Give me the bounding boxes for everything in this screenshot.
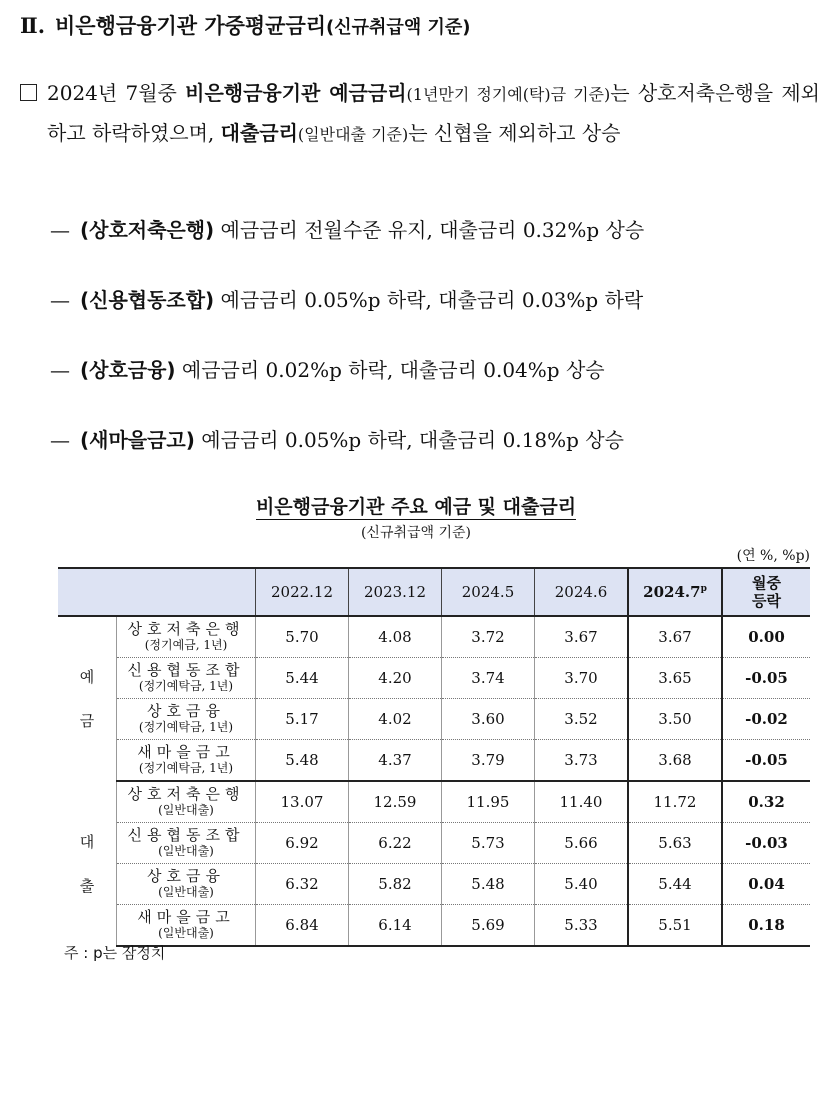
table-cell: 5.73 <box>442 823 535 864</box>
lead-bold-2: 대출금리 <box>220 121 298 145</box>
table-cell: 5.66 <box>535 823 629 864</box>
row-label: 신용협동조합 (일반대출) <box>117 823 256 864</box>
table-row <box>58 658 810 699</box>
table-cell: 3.67 <box>535 616 629 658</box>
table-row <box>58 699 810 740</box>
table-row <box>58 864 810 905</box>
change-cell: 0.18 <box>722 905 810 947</box>
table-cell: 5.70 <box>256 616 349 658</box>
table-cell: 11.72 <box>628 781 722 823</box>
table-cell: 3.52 <box>535 699 629 740</box>
bullet-name: (새마을금고) <box>80 428 195 452</box>
header-col: 2024.5 <box>442 568 535 616</box>
table-cell: 12.59 <box>349 781 442 823</box>
table-cell: 13.07 <box>256 781 349 823</box>
change-cell: -0.05 <box>722 740 810 782</box>
rates-table <box>58 567 810 947</box>
table-cell: 4.20 <box>349 658 442 699</box>
section-title <box>20 10 470 40</box>
header-col: 2022.12 <box>256 568 349 616</box>
checkbox-square-icon <box>20 84 37 101</box>
table-row <box>58 823 810 864</box>
dash-icon: — <box>50 428 70 452</box>
lead-bold-1: 비은행금융기관 예금금리 <box>185 81 407 105</box>
section-number: Ⅱ. <box>20 13 46 38</box>
group-label: 예 금 <box>58 616 117 781</box>
table-cell: 3.79 <box>442 740 535 782</box>
row-label: 상호금융 (일반대출) <box>117 864 256 905</box>
table-cell: 5.44 <box>256 658 349 699</box>
bullet-savings-bank <box>50 214 644 243</box>
bullet-name: (신용협동조합) <box>80 288 215 312</box>
bullet-text: 예금금리 0.02%p 하락, 대출금리 0.04%p 상승 <box>175 358 605 382</box>
table-cell: 3.73 <box>535 740 629 782</box>
table-cell: 3.50 <box>628 699 722 740</box>
row-label: 상호저축은행 (일반대출) <box>117 781 256 823</box>
change-cell: -0.03 <box>722 823 810 864</box>
change-cell: -0.02 <box>722 699 810 740</box>
row-label: 새마을금고 (일반대출) <box>117 905 256 947</box>
change-cell: 0.32 <box>722 781 810 823</box>
table-row <box>58 905 810 947</box>
table-row <box>58 740 810 782</box>
table-cell: 4.08 <box>349 616 442 658</box>
table-cell: 5.44 <box>628 864 722 905</box>
change-cell: 0.00 <box>722 616 810 658</box>
header-blank <box>58 568 256 616</box>
table-cell: 3.72 <box>442 616 535 658</box>
table-cell: 11.40 <box>535 781 629 823</box>
table-cell: 4.02 <box>349 699 442 740</box>
table-cell: 3.68 <box>628 740 722 782</box>
table-cell: 5.48 <box>256 740 349 782</box>
lead-small-2: (일반대출 기준) <box>297 125 409 144</box>
header-col: 2024.6 <box>535 568 629 616</box>
table-cell: 5.40 <box>535 864 629 905</box>
table-header-row <box>58 568 810 616</box>
table-cell: 6.32 <box>256 864 349 905</box>
bullet-credit-union <box>50 284 643 313</box>
table-cell: 5.48 <box>442 864 535 905</box>
table-cell: 3.65 <box>628 658 722 699</box>
table-unit: (연 %, %p) <box>736 548 810 564</box>
table-row <box>58 781 810 823</box>
table-cell: 5.51 <box>628 905 722 947</box>
table-cell: 3.74 <box>442 658 535 699</box>
change-cell: -0.05 <box>722 658 810 699</box>
header-col: 2023.12 <box>349 568 442 616</box>
table-subtitle: (신규취급액 기준) <box>360 525 472 541</box>
bullet-name: (상호금융) <box>80 358 176 382</box>
bullet-saemaul <box>50 424 624 453</box>
table-cell: 6.22 <box>349 823 442 864</box>
bullet-name: (상호저축은행) <box>80 218 215 242</box>
dash-icon: — <box>50 358 70 382</box>
lead-text-2: 는 상호저축은행을 제외하고 하락하였으며, <box>47 81 820 145</box>
bullet-text: 예금금리 0.05%p 하락, 대출금리 0.18%p 상승 <box>194 428 624 452</box>
change-cell: 0.04 <box>722 864 810 905</box>
dash-icon: — <box>50 218 70 242</box>
table-cell: 5.63 <box>628 823 722 864</box>
group-label: 대 출 <box>58 781 117 946</box>
table-row <box>58 616 810 658</box>
table-cell: 5.82 <box>349 864 442 905</box>
table-cell: 3.70 <box>535 658 629 699</box>
lead-text-3: 는 신협을 제외하고 상승 <box>408 121 621 145</box>
section-title-text: 비은행금융기관 가중평균금리 <box>55 14 327 38</box>
bullet-text: 예금금리 전월수준 유지, 대출금리 0.32%p 상승 <box>214 218 645 242</box>
table-cell: 6.92 <box>256 823 349 864</box>
table-cell: 3.60 <box>442 699 535 740</box>
table-cell: 5.33 <box>535 905 629 947</box>
table-cell: 3.67 <box>628 616 722 658</box>
lead-text-1: 2024년 7월중 <box>47 81 186 105</box>
header-col-latest: 2024.7$^p$ <box>628 568 722 616</box>
table-cell: 4.37 <box>349 740 442 782</box>
bullet-text: 예금금리 0.05%p 하락, 대출금리 0.03%p 하락 <box>214 288 644 312</box>
table-title: 비은행금융기관 주요 예금 및 대출금리 <box>255 496 577 518</box>
row-label: 새마을금고 (정기예탁금, 1년) <box>117 740 256 782</box>
table-note: 주 : p는 잠정치 <box>64 944 166 962</box>
table-cell: 11.95 <box>442 781 535 823</box>
section-title-sub: (신규취급액 기준) <box>326 17 471 38</box>
bullet-mutual-finance <box>50 354 605 383</box>
table-cell: 5.69 <box>442 905 535 947</box>
row-label: 상호금융 (정기예탁금, 1년) <box>117 699 256 740</box>
table-cell: 6.84 <box>256 905 349 947</box>
table-cell: 5.17 <box>256 699 349 740</box>
row-label: 신용협동조합 (정기예탁금, 1년) <box>117 658 256 699</box>
table-cell: 6.14 <box>349 905 442 947</box>
lead-paragraph <box>20 74 820 154</box>
dash-icon: — <box>50 288 70 312</box>
header-change: 월중 등락 <box>722 568 810 616</box>
row-label: 상호저축은행 (정기예금, 1년) <box>117 616 256 658</box>
lead-small-1: (1년만기 정기예(탁)금 기준) <box>406 85 611 104</box>
